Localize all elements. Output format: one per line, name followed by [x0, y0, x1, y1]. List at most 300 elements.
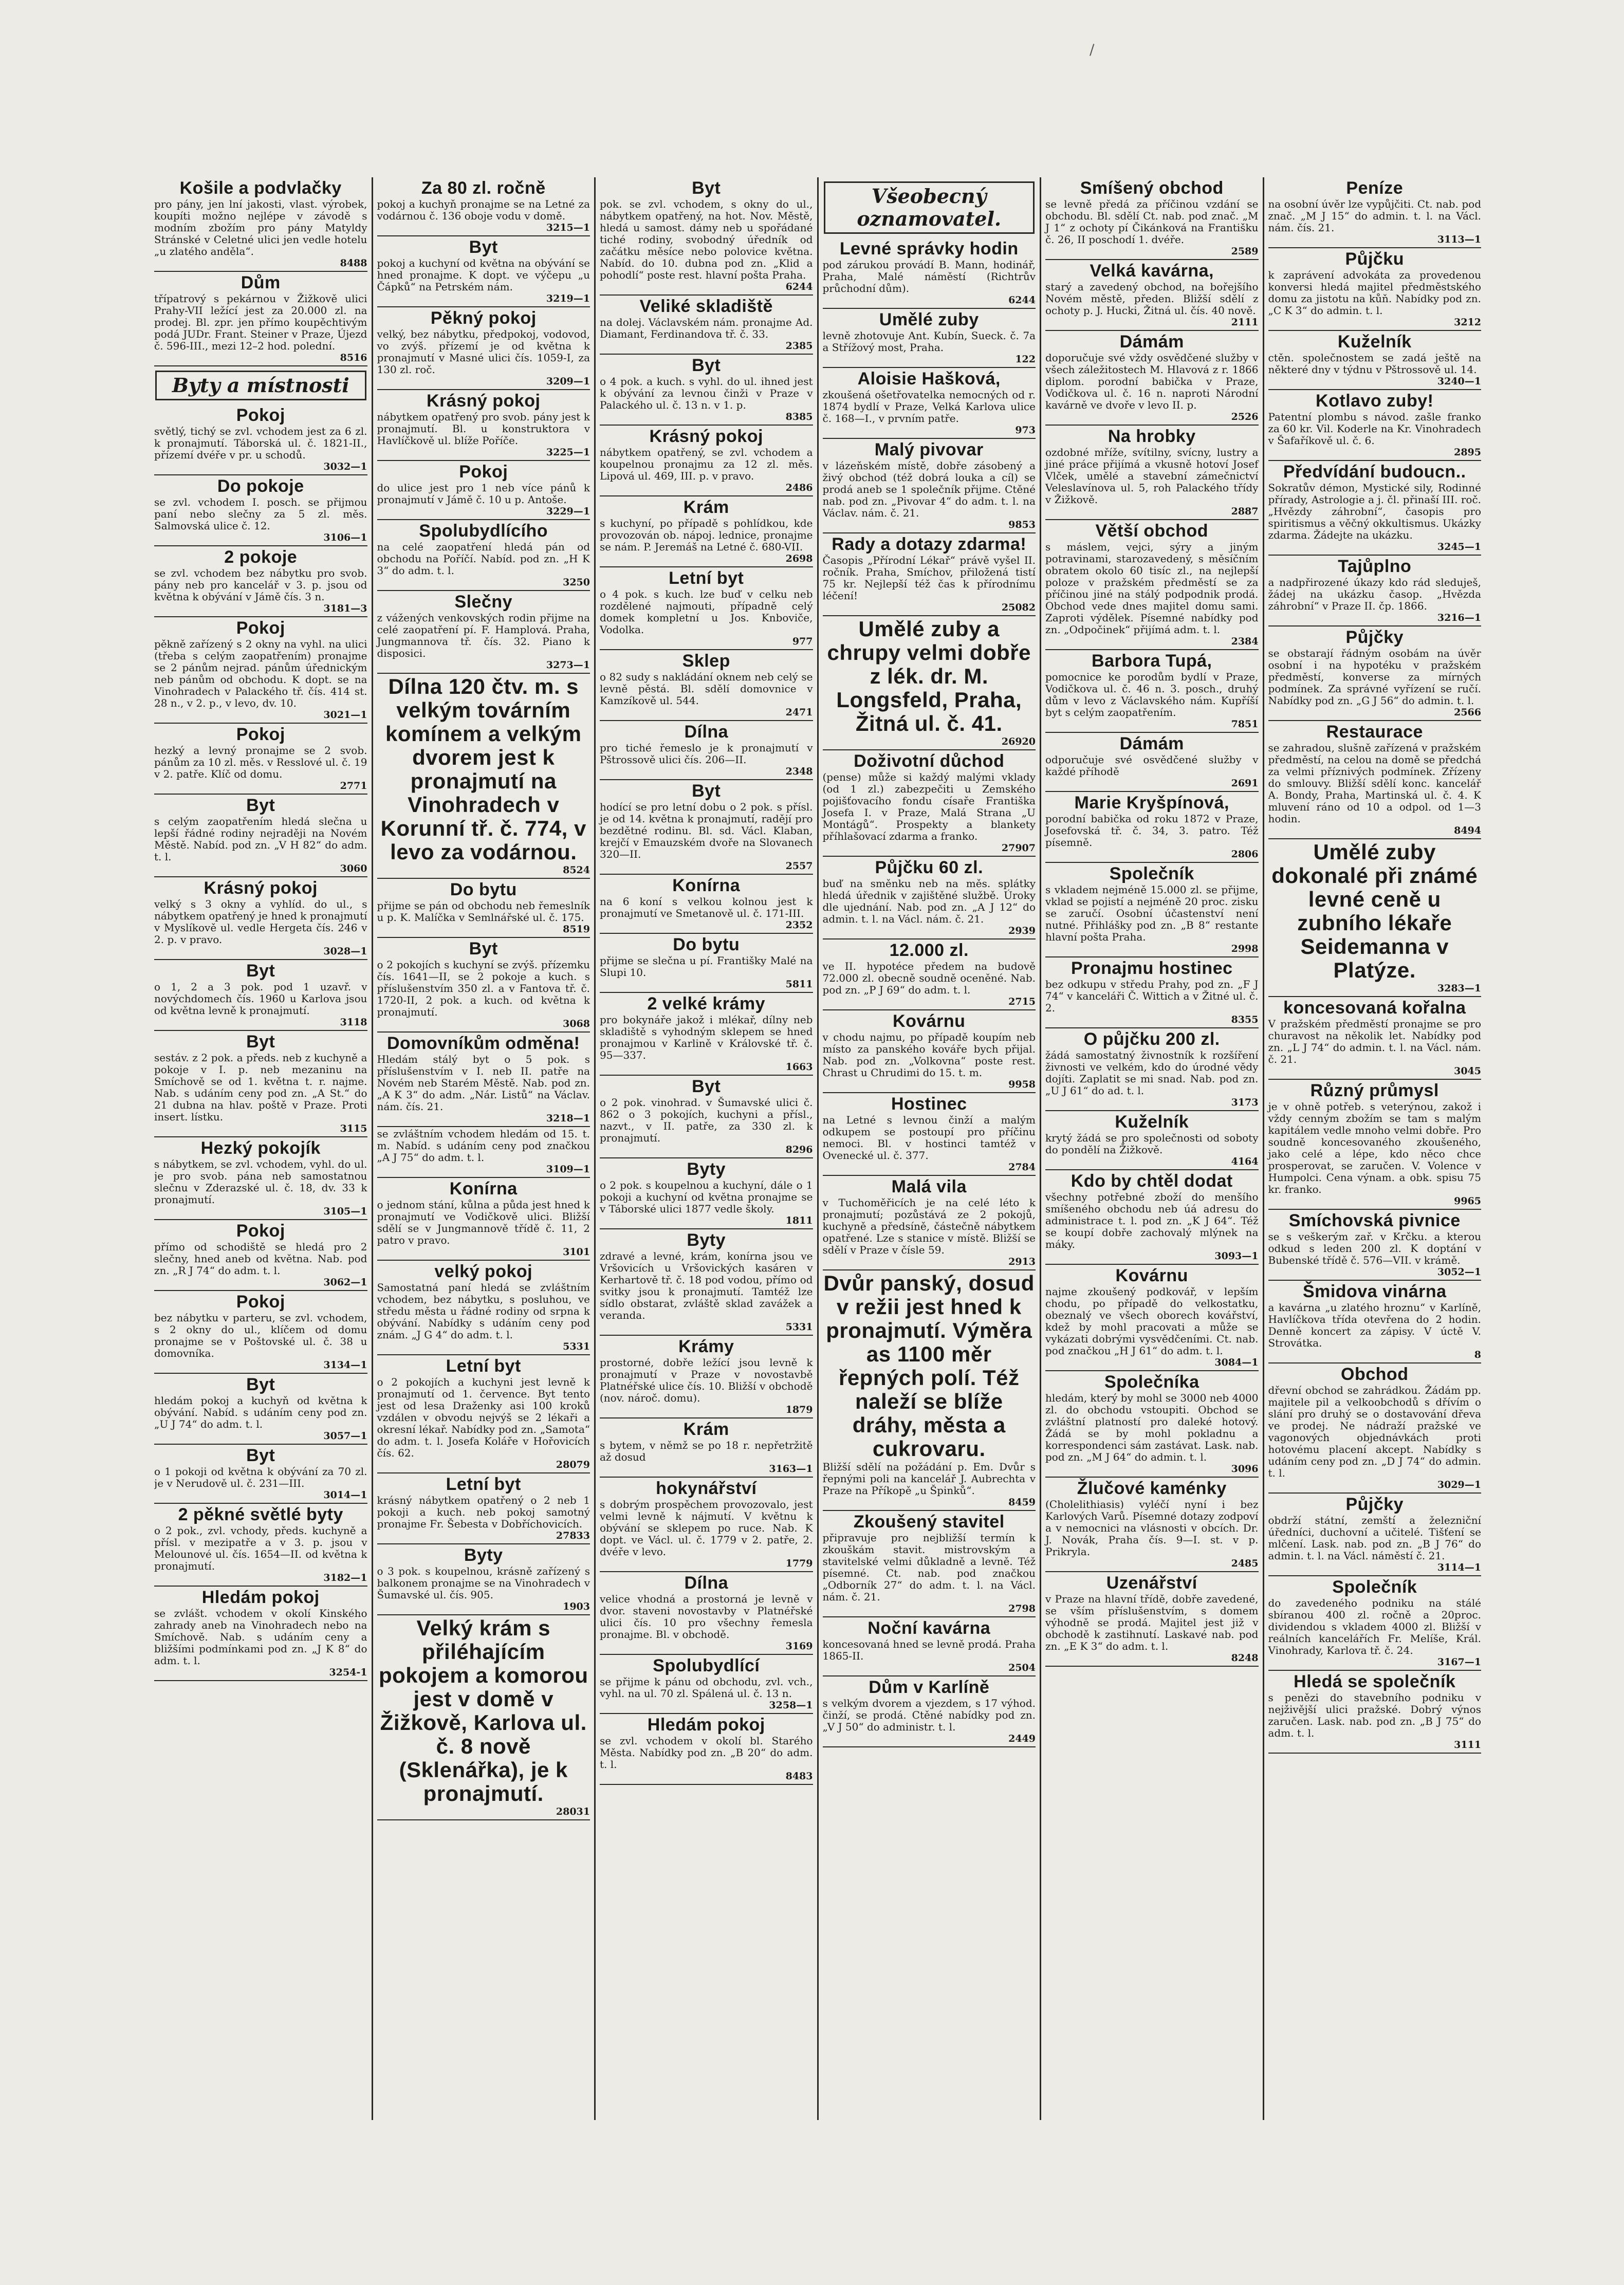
ad-title: Půjčku 60 zl. — [875, 858, 984, 877]
classified-ad — [600, 568, 813, 650]
ad-code: 3134—1 — [323, 1359, 367, 1371]
classified-ad — [1268, 628, 1482, 721]
ad-code: 122 — [1015, 354, 1036, 365]
ad-title: Kovárnu — [1115, 1266, 1188, 1285]
ad-title: Letní byt — [446, 1356, 521, 1376]
ad-title: Hostinec — [891, 1094, 967, 1114]
classified-ad — [154, 1221, 367, 1291]
classified-ad — [823, 1678, 1036, 1747]
ad-body: koncesovaná hned se levně prodá. Praha 1865-II. — [822, 1638, 1036, 1662]
ad-title: Byty — [687, 1159, 726, 1179]
classified-ad — [377, 237, 590, 307]
ad-body: prostorné, dobře ležící jsou levně k pronajmutí v Praze v novostavbě Platnéřské ulice čís. 10. Bližší v obchodě (nov. nároč. domu). — [600, 1356, 813, 1404]
ad-body: je v ohně potřeb. s veterýnou, zakož i vždy cenným zbožím se tam s malým kapitálem vedle mnoho velmi dobře. Pro soudně koncesovaného zkoušeného, jako celé a lépe, kdo něco chce prosperovat, se zaručen. V. Volence v Humpolci. Cena výnam. a obk. spisu 75 kr. franko. — [1268, 1100, 1481, 1195]
ad-body: světlý, tichý se zvl. vchodem jest za 6 zl. k pronajmutí. Táborská ul. č. 1821-II., přízemí dvéře v pr. u schodů. — [154, 425, 367, 461]
ad-code: 3258—1 — [769, 1700, 813, 1711]
ad-code: 3068 — [563, 1018, 590, 1029]
section-heading: Všeobecný oznamovatel. — [824, 181, 1035, 234]
classified-ad — [1045, 651, 1259, 733]
classified-ad — [823, 535, 1036, 616]
classified-ad — [600, 1159, 813, 1229]
ad-title: Byt — [469, 237, 498, 257]
ad-body: krásný nábytkem opatřený o 2 neb 1 pokoji a kuch. neb pokoj samotný pronajme Fr. Šebesta v Dobříchovicích. — [377, 1494, 590, 1530]
ad-title: Kotlavo zuby! — [1316, 391, 1434, 411]
ad-body: o 2 pokojích a kuchyni jest levně k pronajmutí od 1. července. Byt tento jest od lesa Draženky asi 100 kroků vzdálen v obvodu nejvýš se 2 lékaři a okresní lékař. Nabídky pod zn. „Samota“ do adm. t. l. Josefa Koláře v Hořovicích čís. 62. — [377, 1376, 590, 1459]
ad-code: 3115 — [340, 1123, 367, 1134]
ad-title: Obchod — [1341, 1365, 1409, 1384]
classified-ad — [600, 1337, 813, 1418]
ad-code: 4164 — [1231, 1156, 1259, 1167]
classified-ad — [600, 297, 813, 355]
ad-body: s celým zaopatřením hledá slečna u lepší řádné rodiny nejraději na Novém Městě. Nabíd. pod zn. „V H 82“ do adm. t. l. — [154, 815, 367, 863]
ad-title: Byt — [692, 356, 721, 375]
ad-body: s nábytkem, se zvl. vchodem, vyhl. do ul. je pro svob. pána neb samostatnou slečnu v Zderazské ul. č. 18, dv. 33 k pronajmutí. — [154, 1158, 367, 1206]
ad-title: Byt — [246, 796, 275, 815]
classified-ad — [1268, 998, 1482, 1080]
ad-body: přijme se slečna u pí. Františky Malé na Slupi 10. — [600, 954, 813, 979]
ad-body: pro pány, jen lní jakosti, vlast. výrobek, koupíti možno nejlépe v závodě s modním zbožím pro pány Matyldy Stránské v Celetné ulici jen vedle hotelu „u zlatého anděla“. — [154, 198, 367, 257]
ad-title: Krámy — [678, 1337, 734, 1356]
classified-ad — [823, 1512, 1036, 1617]
ad-title: Větší obchod — [1095, 521, 1208, 541]
ad-code: 2784 — [1008, 1162, 1036, 1173]
classified-ad — [154, 178, 367, 272]
classified-ad — [600, 651, 813, 721]
ad-body: velice vhodná a prostorná je levně v dvor. staveni novostavby v Platnéřské ulici čís. 10 pro všechny řemesla pronajme. Bl. v obchodě. — [600, 1593, 813, 1641]
classified-ad — [377, 391, 590, 461]
classified-ad — [823, 941, 1036, 1010]
ad-body: zkoušená ošetřovatelka nemocných od r. 1874 bydlí v Praze, Velká Karlova ulice č. 168—I., v prvním patře. — [822, 389, 1036, 425]
ad-code: 3084—1 — [1214, 1357, 1259, 1368]
classified-ad — [600, 876, 813, 934]
ad-title: Krásný pokoj — [204, 878, 318, 898]
ad-title: koncesovaná kořalna — [1283, 998, 1466, 1018]
ad-body: levně zhotovuje Ant. Kubín, Sueck. č. 7a a Střížový most, Praha. — [822, 329, 1036, 354]
classified-ad — [1268, 178, 1482, 248]
ad-code: 8296 — [785, 1144, 813, 1155]
classified-ad — [1045, 734, 1259, 792]
ad-title: Tajůplno — [1338, 557, 1412, 576]
classified-ad — [1045, 1171, 1259, 1265]
ad-code: 3029—1 — [1437, 1479, 1481, 1490]
classified-ad — [154, 796, 367, 877]
ad-body: se obstarají řádným osobám na úvěr osobní i na hypotéku v pražském předměstí, konverse za mírných podmínek. Za správné vyřízení se ručí. Nabídky pod zn. „G J 56“ do admin. t. l. — [1268, 647, 1481, 707]
classified-ad — [600, 427, 813, 496]
ad-body: na 6 koní s velkou kolnou jest k pronajmutí ve Smetanově ul. č. 171-III. — [600, 895, 813, 919]
ad-title: Šmidova vinárna — [1302, 1282, 1447, 1301]
ad-column-6 — [1263, 177, 1486, 2120]
ad-body: na Letné s levnou činží a malým odkupem se postoupí pro příčinu nemoci. Bl. v hostinci tamtéž v Ovenecké ul. č. 377. — [822, 1114, 1036, 1162]
ad-title: Spolubydlícího — [419, 521, 548, 541]
classified-ad — [377, 880, 590, 938]
ad-code: 3169 — [785, 1641, 813, 1652]
ad-code: 3181—3 — [323, 603, 367, 614]
classified-ad — [377, 521, 590, 591]
ad-title: Dámám — [1119, 734, 1184, 753]
ad-code: 8494 — [1454, 825, 1481, 836]
ad-body: o 4 pok. s kuch. lze buď v celku neb rozdělené najmouti, případně celý domek kompletní u Jos. Knboviče, Vodolka. — [600, 588, 813, 636]
ad-body: pro tiché řemeslo je k pronajmutí v Pštrossově ulici čís. 206—II. — [600, 742, 813, 766]
ad-title: Do bytu — [450, 880, 517, 899]
ad-code: 1811 — [785, 1215, 813, 1226]
classified-ad — [823, 751, 1036, 857]
classified-ad — [1268, 249, 1482, 331]
ad-body: pokoj a kuchyň pronajme se na Letné za vodárnou č. 136 oboje vodu v domě. — [377, 198, 590, 222]
classified-ad — [154, 1292, 367, 1374]
ad-code: 3062—1 — [323, 1277, 367, 1288]
ad-title: Do bytu — [673, 935, 740, 954]
classified-ad — [154, 406, 367, 475]
ad-code: 2504 — [1008, 1662, 1036, 1673]
ad-code: 2715 — [1008, 996, 1036, 1007]
ad-body: se zvlášt. vchodem v okolí Kinského zahrady aneb na Vinohradech nebo na Smíchově. Nab. s udáním ceny a bližšími podmínkami pod zn. „J K 8“ do adm. t. l. — [154, 1607, 367, 1667]
ad-body: pok. se zvl. vchodem, s okny do ul., nábytkem opatřený, na hot. Nov. Městě, hledá u samost. dámy neb u spořádané tiché rodiny, svobodný úředník od začátku měsíce nebo polovice května. Nabíd. do 10. dubna pod zn. „Klid a pohodlí“ poste rest. hlavní pošta Praha. — [600, 198, 813, 281]
ad-title: Hledám pokoj — [201, 1588, 320, 1607]
ad-column-4 — [817, 177, 1040, 2120]
ad-title: Levné správky hodin — [839, 239, 1019, 259]
classified-ad — [600, 356, 813, 426]
ad-code: 27833 — [556, 1530, 590, 1541]
classified-ad — [1045, 1372, 1259, 1478]
ad-body: (Cholelithiasis) vyléčí nyní i bez Karlových Varů. Písemné dotazy zodpoví a v nemocnici na vlásnosti v obcích. Dr. J. Novák, Praha čís. 9—I. st. v p. Prikryla. — [1045, 1498, 1259, 1558]
ad-title: Žlučové kaménky — [1077, 1479, 1227, 1498]
ad-body: bez odkupu v středu Prahy, pod zn. „F J 74“ v kanceláři Č. Wittich a v Žitné ul. č. 2. — [1045, 978, 1259, 1014]
ad-body: v Tuchoměřicích je na celé léto k pronajmutí; pozůstává ze 2 pokojů, kuchyně a předsíně, částečně nábytkem opatřené. Lze s stanice v místě. Bližší se sdělí v Praze v čísle 59. — [822, 1196, 1036, 1256]
ad-title: Byt — [246, 1446, 275, 1465]
ad-code: 8 — [1474, 1349, 1481, 1360]
ad-title: Pokoj — [236, 1292, 285, 1312]
ad-body: nábytkem opatřený, se zvl. vchodem a koupelnou pronajmu za 12 zl. měs. Lipová ul. 469, III. p. v pravo. — [600, 446, 813, 482]
ad-code: 3060 — [340, 863, 367, 874]
classified-ad — [1268, 557, 1482, 626]
ad-code: 9958 — [1008, 1079, 1036, 1090]
ad-title: Aloisie Hašková, — [857, 369, 1001, 389]
ad-code: 5811 — [785, 979, 813, 990]
ad-body: pěkně zařízený s 2 okny na vyhl. na ulici (třeba s celým zaopatřením) pronajme se 2 pánům nejrad. pánům úřednickým neb pánům od obchodu. K dopt. se na Vinohradech v Palackého tř. čís. 414 st. 28 n., v 2. p., v levo, dv. 10. — [154, 638, 367, 709]
classified-ad — [823, 310, 1036, 368]
ad-code: 3118 — [340, 1017, 367, 1028]
classified-ad — [377, 1128, 590, 1178]
ad-title: Pokoj — [236, 1221, 285, 1241]
classified-ad — [1045, 427, 1259, 520]
ad-code: 2384 — [1231, 636, 1259, 647]
classified-ad — [600, 1715, 813, 1785]
ad-title: Restaurace — [1326, 722, 1423, 742]
classified-ad — [1045, 521, 1259, 650]
ad-title: Hezký pokojík — [200, 1138, 321, 1158]
ad-title: Barbora Tupá, — [1092, 651, 1212, 671]
ad-title: Na hrobky — [1108, 427, 1196, 446]
ad-title: velký pokoj — [434, 1262, 533, 1281]
ad-title: Domovníkům odměna! — [387, 1034, 580, 1053]
classified-ad — [154, 878, 367, 960]
ad-code: 2486 — [785, 482, 813, 493]
ad-title: Konírna — [672, 876, 741, 895]
ad-code: 3250 — [563, 577, 590, 588]
classified-ad — [377, 1179, 590, 1261]
ad-title: Půjčku — [1345, 249, 1404, 269]
classified-ad — [1045, 1029, 1259, 1111]
ad-body: pod zárukou provádí B. Mann, hodinář, Praha, Malé náměstí (Richtrův průchodní dům). — [822, 259, 1036, 294]
ad-title: O půjčku 200 zl. — [1083, 1029, 1220, 1049]
ad-title: Marie Kryšpínová, — [1074, 793, 1229, 813]
classified-ad — [823, 440, 1036, 533]
classified-ad — [154, 547, 367, 617]
ad-body: hledám, který by mohl se 3000 neb 4000 zl. do obchodu vstoupiti. Obchod se zvláštní platností pro daleké hotový. Žádá se by mohl pokladnu a korrespondenci sám zastávat. Lask. nab. pod zn. „M J 64“ do admin. t. l. — [1045, 1392, 1259, 1463]
ad-title: Byt — [692, 781, 721, 801]
ad-title: Kovárnu — [893, 1011, 966, 1031]
ad-code: 3254-1 — [329, 1667, 367, 1678]
ad-code: 7851 — [1231, 718, 1259, 730]
classified-ad — [600, 1573, 813, 1655]
ad-code: 2352 — [785, 919, 813, 931]
ad-title: Pokoj — [236, 406, 285, 425]
ad-title: Půjčky — [1345, 1495, 1404, 1514]
ad-body: o 82 sudy s nakládání oknem neb celý se levně pěstá. Bl. sdělí domovnice v Kamzíkově ul. 544. — [600, 671, 813, 707]
classified-ad — [1268, 1211, 1482, 1281]
ad-code: 3163—1 — [769, 1463, 813, 1475]
ad-code: 2485 — [1231, 1558, 1259, 1569]
classified-ad — [1268, 1577, 1482, 1671]
ad-title: Krásný pokoj — [649, 427, 763, 446]
ad-code: 3212 — [1454, 317, 1481, 328]
ad-body: se s veškerým zař. v Krčku. a kterou odkud s leden 200 zl. K doptání v Bubenské třídě č. 576—VII. v krámě. — [1268, 1230, 1481, 1266]
ad-code: 2998 — [1231, 943, 1259, 954]
ad-title: Smíšený obchod — [1080, 178, 1224, 198]
ad-body: najme zkoušený podkovář, v lepším chodu, po případě do velkostatku, obeznalý ve všech oborech kovářství, kdež by mohl pracovati a může se vykázati dobrými vysvědčeními. Ct. nab. pod značkou „H J 61“ do adm. t. l. — [1045, 1285, 1259, 1357]
classified-ad — [154, 1375, 367, 1445]
ad-body: na dolej. Václavském nám. pronajme Ad. Diamant, Ferdinandova tř. č. 33. — [600, 316, 813, 340]
ad-title: Byty — [464, 1545, 503, 1565]
ad-code: 2698 — [785, 553, 813, 564]
ad-body: s vkladem nejméně 15.000 zl. se přijme, vklad se pojistí a nejméně 20 proc. zisku se zaručí. Osobní účastenství není nutné. Přihlášky pod zn. „B 8“ restante hlavní pošta Praha. — [1045, 883, 1259, 943]
classified-ad — [1045, 864, 1259, 957]
ad-code: 27907 — [1001, 842, 1036, 854]
classified-ad — [1268, 722, 1482, 839]
classified-ad — [600, 1479, 813, 1572]
ad-code: 3111 — [1454, 1739, 1481, 1750]
ad-title: Velká kavárna, — [1090, 261, 1214, 281]
ad-title: Letní byt — [669, 568, 744, 588]
ad-code: 977 — [792, 636, 813, 647]
ad-title: Zkoušený stavitel — [853, 1512, 1005, 1532]
ad-title: Pokoj — [236, 618, 285, 638]
ad-body: o jednom stání, kůlna a půda jest hned k pronajmutí ve Vodičkově ulici. Bližší sdělí se v Jungmannově třídě č. 11, 2 patro v pravo. — [377, 1199, 590, 1246]
ad-title: Dílna 120 čtv. m. s velkým továrním komínem a velkým dvorem jest k pronajmutí na Vinohradech v Korunní tř. č. 774, v levo za vodárnou. — [380, 674, 586, 864]
ad-code: 3096 — [1231, 1463, 1259, 1475]
classified-ad — [823, 1618, 1036, 1676]
ad-code: 1903 — [563, 1601, 590, 1612]
ad-title: 12.000 zl. — [889, 941, 969, 960]
ad-title: Veliké skladiště — [639, 297, 773, 316]
classified-ad — [823, 1177, 1036, 1270]
ad-title: Dům — [241, 273, 281, 292]
classified-ad — [377, 1356, 590, 1473]
ad-title: Uzenářství — [1106, 1573, 1197, 1593]
ad-code: 2771 — [340, 780, 367, 791]
ad-title: Dvůr panský, dosud v režii jest hned k pronajmutí. Výměra as 1100 měr řepných polí. Též naleží se blíže dráhy, města a cukrovaru. — [823, 1271, 1035, 1461]
ad-title: Hledám pokoj — [647, 1715, 765, 1735]
ad-title: Dámám — [1119, 332, 1184, 352]
ad-body: odporučuje své osvědčené služby v každé příhodě — [1045, 753, 1259, 778]
ad-title: Byt — [246, 1375, 275, 1394]
classified-ad — [823, 239, 1036, 309]
classified-ad — [154, 1032, 367, 1137]
ad-body: pro bokynáře jakož i mlékař, dílny neb skladiště s vyhodným sklepem se hned pronajmou v Karlině v Královské tř. č. 95—337. — [600, 1013, 813, 1061]
ad-title: Dílna — [684, 722, 729, 742]
ad-body: s velkým dvorem a vjezdem, s 17 výhod. činží, se prodá. Ctěné nabídky pod zn. „V J 50“ do administr. t. l. — [822, 1697, 1036, 1733]
ad-title: Dílna — [684, 1573, 729, 1593]
ad-title: Spolubydlící — [653, 1656, 760, 1675]
classified-ad — [1268, 1282, 1482, 1363]
classified-ad — [377, 592, 590, 674]
ad-code: 3057—1 — [323, 1430, 367, 1442]
ad-body: Bližší sdělí na požádání p. Em. Dvůr s řepnými poli na kancelář J. Aubrechta v Praze na Příkopě „u Špinků“. — [822, 1461, 1036, 1497]
classified-ad — [1268, 840, 1482, 997]
ad-title: Pronajmu hostinec — [1071, 959, 1233, 978]
classified-ad — [377, 675, 590, 879]
classified-ad — [1045, 261, 1259, 331]
ad-title: Slečny — [454, 592, 513, 612]
ad-code: 2385 — [785, 340, 813, 352]
ad-title: hokynářství — [656, 1479, 757, 1498]
classified-ad — [377, 1034, 590, 1127]
ad-body: v Praze na hlavní třídě, dobře zavedené, se vším příslušenstvím, s domem výhodně se prodá. Majitel jest již v obchodě k zastihnutí. Laskavé nab. pod zn. „E K 3“ do adm. t. l. — [1045, 1593, 1259, 1652]
ad-body: se zvl. vchodem v okolí bl. Starého Města. Nabídky pod zn. „B 20“ do adm. t. l. — [600, 1735, 813, 1771]
ad-code: 8385 — [785, 411, 813, 422]
ad-column-5 — [1040, 177, 1263, 2120]
section-heading: Byty a místnosti — [155, 371, 366, 400]
ad-title: Pokoj — [236, 725, 285, 744]
ad-code: 2913 — [1008, 1256, 1036, 1267]
ad-body: hledám pokoj a kuchyň od května k obývání. Nabíd. s udáním ceny pod zn. „U J 74“ do adm. t. l. — [154, 1394, 367, 1430]
ad-code: 3032—1 — [323, 461, 367, 472]
classified-ad — [1268, 1495, 1482, 1576]
classified-ad — [377, 1616, 590, 1820]
ad-title: Letní byt — [446, 1475, 521, 1494]
classified-ad — [154, 273, 367, 366]
ad-code: 3045 — [1454, 1065, 1481, 1077]
classified-ad — [823, 1272, 1036, 1511]
ad-code: 3245—1 — [1437, 541, 1481, 552]
classified-ad — [1268, 1081, 1482, 1210]
ad-body: hezký a levný pronajme se 2 svob. pánům za 10 zl. měs. v Resslové ul. č. 19 v 2. patře. Klíč od domu. — [154, 744, 367, 780]
ad-title: Košile a podvlačky — [179, 178, 342, 198]
ad-title: Byt — [692, 178, 721, 198]
ad-code: 26920 — [1001, 736, 1036, 747]
ad-title: Krám — [683, 497, 729, 517]
ad-title: Byt — [469, 939, 498, 959]
ad-body: nábytkem opatřený pro svob. pány jest k pronajmutí. Bl. u konstruktora v Havlíčkově ul. blíže Poříče. — [377, 411, 590, 447]
classified-ad — [377, 462, 590, 520]
ad-code: 6244 — [785, 281, 813, 292]
ad-body: na osobní úvěr lze vypůjčiti. Ct. nab. pod znač. „M J 15“ do admin. t. l. na Václ. nám. čís. 21. — [1268, 198, 1481, 234]
ad-body: přímo od schodiště se hledá pro 2 slečny, hned aneb od května. Nab. pod zn. „R J 74“ do adm. t. l. — [154, 1241, 367, 1277]
ad-body: v chodu najmu, po případě koupím neb místo za panského kováře bych přijal. Nab. pod zn. „Volkovna“ poste rest. Chrast u Chrudimi do 15. t. m. — [822, 1031, 1036, 1079]
ad-code: 3167—1 — [1437, 1656, 1481, 1668]
ad-code: 3113—1 — [1437, 234, 1481, 245]
ad-code: 9853 — [1008, 519, 1036, 530]
classified-ad — [823, 369, 1036, 439]
ad-body: Hledám stálý byt o 5 pok. s příslušenstvím v I. neb II. patře na Novém neb Starém Městě. Nab. pod zn. „A K 3“ do adm. „Nár. Listů“ na Václav. nám. čís. 21. — [377, 1053, 590, 1113]
ad-body: Sokratův démon, Mystické sily, Rodinné přírady, Astrologie a j. čl. přinaší III. roč. „Hvězdy záhrobní“, časopis pro spiritismus a věčný okkultismus. Ukázky zdarma. Žádejte na ukázku. — [1268, 482, 1481, 541]
ad-title: Doživotní důchod — [854, 751, 1005, 771]
classified-ad — [823, 858, 1036, 939]
ad-code: 2691 — [1231, 778, 1259, 789]
ad-body: a kavárna „u zlatého hroznu“ v Karlíně, Havlíčkova třída otevřena do 2 hodin. Denně koncert za zápisy. V úctě V. Strovátka. — [1268, 1301, 1481, 1349]
ad-title: Kdo by chtěl dodat — [1071, 1171, 1233, 1191]
ad-code: 3209—1 — [546, 376, 590, 387]
ad-body: Patentní plombu s návod. zašle franko za 60 kr. Vil. Koderle na Kr. Vinohradech v Šafaříkově ul. č. 6. — [1268, 411, 1481, 447]
ad-title: Půjčky — [1345, 628, 1404, 647]
ad-title: Konírna — [449, 1179, 518, 1199]
classified-ad — [600, 1077, 813, 1158]
ad-code: 3182—1 — [323, 1572, 367, 1583]
classified-ad — [600, 1420, 813, 1478]
ad-title: Kuželník — [1115, 1112, 1189, 1132]
ad-code: 9965 — [1454, 1195, 1481, 1207]
classified-ad — [1268, 332, 1482, 390]
ad-code: 3216—1 — [1437, 612, 1481, 623]
ad-code: 3283—1 — [1437, 983, 1481, 994]
ad-title: Malý pivovar — [874, 440, 984, 459]
ad-code: 3105—1 — [323, 1206, 367, 1217]
classifieds-page — [154, 177, 1485, 2120]
ad-body: bez nábytku v parteru, se zvl. vchodem, s 2 okny do ul., klíčem od domu pronajme se v Poštovské ul. č. 38 u domovníka. — [154, 1312, 367, 1359]
ad-code: 3028—1 — [323, 946, 367, 957]
ad-code: 2348 — [785, 766, 813, 777]
ad-code: 3229—1 — [546, 506, 590, 517]
ad-code: 1879 — [785, 1404, 813, 1415]
ad-body: z vážených venkovských rodin přijme na celé zaopatření pí. F. Hamplová. Praha, Jungmannova tř. čís. 32. Piano k disposici. — [377, 612, 590, 659]
ad-code: 1779 — [785, 1558, 813, 1569]
ad-title: Sklep — [682, 651, 730, 671]
ad-body: se zvl. vchodem I. posch. se přijmou paní nebo slečny za 5 zl. měs. Salmovská ulice č. 12. — [154, 496, 367, 532]
ad-code: 2526 — [1231, 411, 1259, 422]
classified-ad — [823, 1011, 1036, 1093]
ad-code: 3218—1 — [546, 1113, 590, 1124]
ad-code: 8524 — [563, 864, 590, 876]
ad-title: Krásný pokoj — [427, 391, 541, 411]
classified-ad — [823, 617, 1036, 750]
ad-title: Rady a dotazy zdarma! — [832, 535, 1027, 554]
ad-title: Společník — [1109, 864, 1194, 883]
ad-code: 3114—1 — [1437, 1562, 1481, 1573]
ad-title: 2 pěkné světlé byty — [178, 1505, 343, 1524]
ad-body: připravuje pro nejbližší termín k zkouškám stavit. mistrovským a stavitelské velmi důkladně a levně. Též písemné. Ct. nab. pod značkou „Odborník 27“ do adm. t. l. na Václ. nám. č. 21. — [822, 1532, 1036, 1603]
classified-ad — [154, 1138, 367, 1220]
ad-body: buď na směnku neb na měs. splátky hledá úřednik v zajištěné službě. Úroky dle ujednání. Nab. pod zn. „A J 12“ do admin. t. l. na Václ. nám. č. 21. — [822, 877, 1036, 925]
classified-ad — [600, 1656, 813, 1714]
ad-code: 5331 — [785, 1321, 813, 1333]
corner-mark: / — [1090, 41, 1095, 58]
ad-code: 3173 — [1231, 1097, 1259, 1108]
ad-body: hodící se pro letní dobu o 2 pok. s přísl. je od 14. května k pronajmutí, radějí pro bezdětné rodinu. Bl. sd. Václ. Klaban, krejčí v Emauzském dvoře na Slovanech 320—II. — [600, 801, 813, 860]
ad-code: 8459 — [1008, 1497, 1036, 1508]
ad-body: s dobrým prospěchem provozovalo, jest velmi levně k nájmutí. V květnu k obývání se sklepem po ruce. Nab. K dopt. ve Václ. ul. č. 1779 v 2. patře, 2. dvéře v levo. — [600, 1498, 813, 1558]
ad-body: na celé zaopatření hledá pán od obchodu na Poříčí. Nabíd. pod zn. „H K 3“ do adm. t. l. — [377, 541, 590, 577]
ad-body: se zahradou, slušně zařízená v pražském předměstí, na celou na domě se předchá za velmi příznivých podmínek. Zřízeny do smlouvy. Bližší sdělí konc. kancelář A. Bondy, Praha, Martinská ul. č. 4. K mluvení ráno od 10 a odpol. od 1—3 hodin. — [1268, 742, 1481, 825]
ad-body: (pense) může si každý malými vklady (od 1 zl.) zabezpečiti u Zemského pojišťovacího fondu císaře Františka Josefa I. v Praze, Malá Strana „U Montágů“. Prospekty a blankety příhlašovací zdarma a franko. — [822, 771, 1036, 842]
ad-code: 2939 — [1008, 925, 1036, 936]
classified-ad — [377, 178, 590, 236]
ad-title: Kuželník — [1337, 332, 1412, 352]
classified-ad — [154, 961, 367, 1031]
ad-body: sestáv. z 2 pok. a předs. neb z kuchyně a pokoje v I. p. neb mezaninu na Smíchově se od 1. května t. r. najme. Nab. s udáním ceny pod zn. „A St.“ do 21 dubna na hlav. poště v Praze. Proti insert. lístku. — [154, 1052, 367, 1123]
ad-title: Společník — [1332, 1577, 1417, 1597]
ad-title: Byt — [246, 1032, 275, 1052]
ad-code: 2557 — [785, 860, 813, 872]
